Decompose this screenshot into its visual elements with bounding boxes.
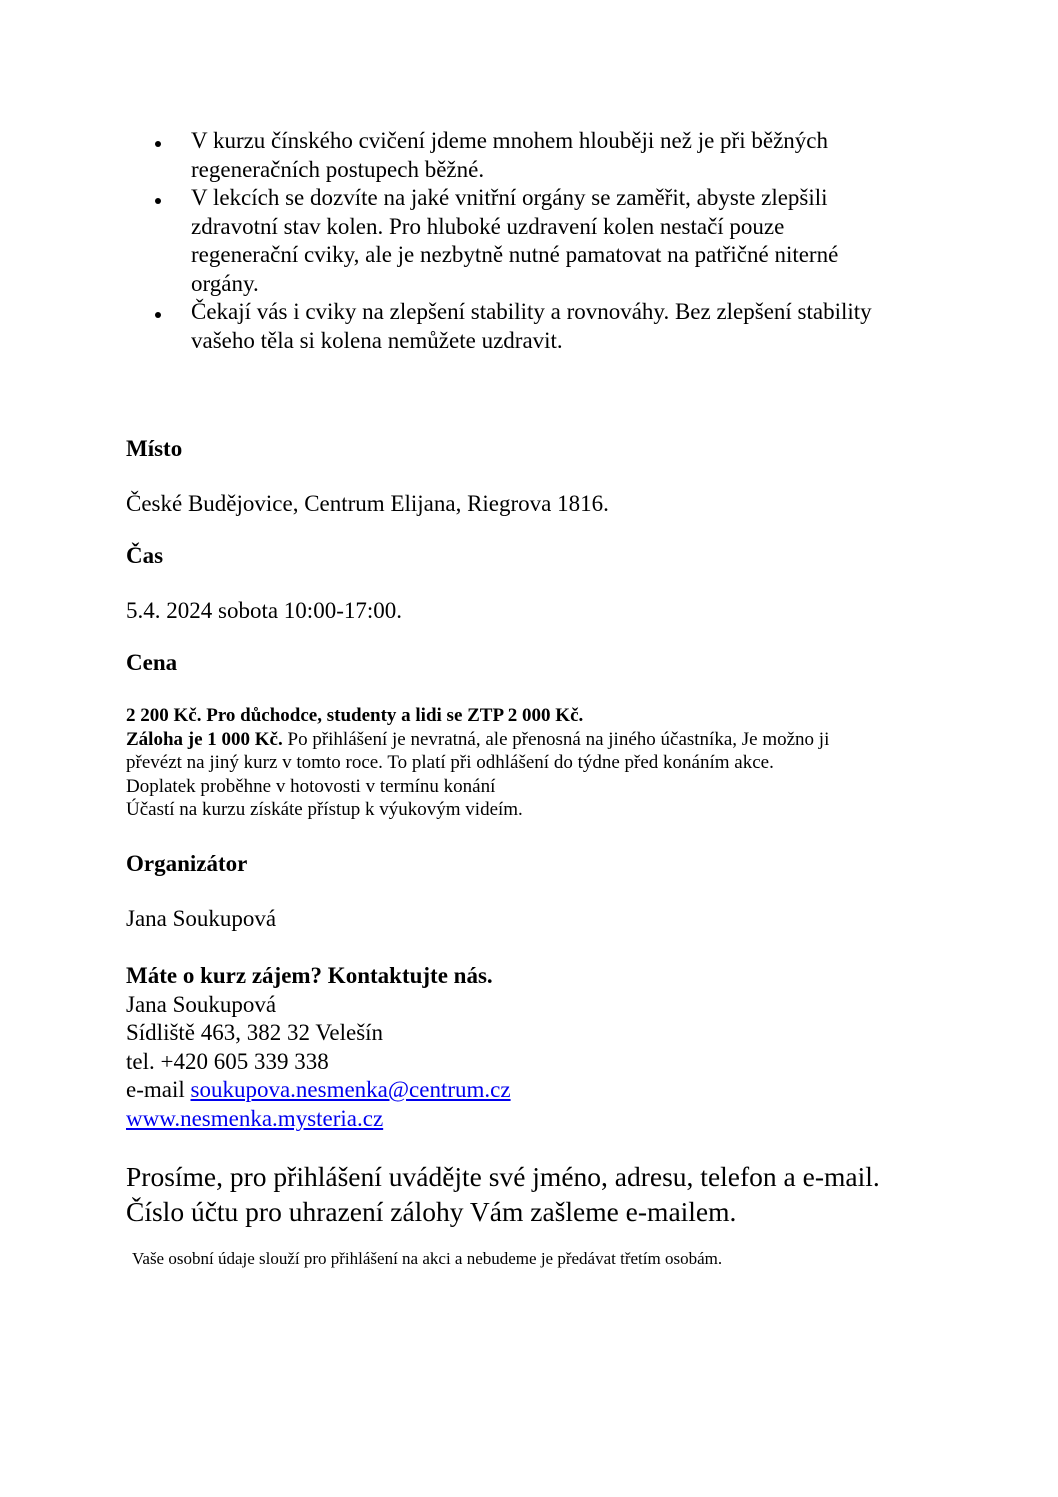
deposit-line [126, 728, 829, 752]
contact-phone: tel. +420 605 339 338 [126, 1048, 329, 1074]
bullet-line: vašeho těla si kolena nemůžete uzdravit. [191, 327, 563, 353]
bullet-dot-icon [155, 198, 161, 204]
contact-email-line [126, 1076, 511, 1105]
contact-name: Jana Soukupová [126, 991, 277, 1017]
video-access-line: Účastí na kurzu získáte přístup k výukovým videím. [126, 799, 523, 820]
time-text: 5.4. 2024 sobota 10:00-17:00. [126, 598, 402, 623]
bullet-line: regeneračních postupech běžné. [191, 156, 485, 182]
notice-line-1: Prosíme, pro přihlášení uvádějte své jméno, adresu, telefon a e-mail. [126, 1161, 880, 1192]
email-prefix: e-mail [126, 1077, 191, 1102]
bullet-line: orgány. [191, 270, 259, 296]
bullet-line: V kurzu čínského cvičení jdeme mnohem hlouběji než je při běžných [191, 128, 828, 153]
bullet-line: Čekají vás i cviky na zlepšení stability a rovnováhy. Bez zlepšení stability [191, 299, 872, 324]
price-line: 2 200 Kč. Pro důchodce, studenty a lidi se ZTP 2 000 Kč. [126, 705, 584, 726]
bullet-line: V lekcích se dozvíte na jaké vnitřní orgány se zaměřit, abyste zlepšili [191, 185, 828, 210]
price-heading: Cena [126, 650, 178, 675]
contact-address: Sídliště 463, 382 32 Velešín [126, 1020, 384, 1045]
place-heading: Místo [126, 436, 183, 461]
bullet-line: zdravotní stav kolen. Pro hluboké uzdravení kolen nestačí pouze [191, 213, 785, 239]
bullet-item-1 [126, 127, 946, 184]
bullet-line: regenerační cviky, ale je nezbytně nutné pamatovat na patřičné niterné [191, 242, 839, 267]
place-text: České Budějovice, Centrum Elijana, Riegrova 1816. [126, 491, 609, 516]
email-link[interactable]: soukupova.nesmenka@centrum.cz [190, 1077, 511, 1102]
time-heading: Čas [126, 543, 164, 568]
price-details [126, 704, 829, 822]
organizer-name: Jana Soukupová [126, 906, 277, 931]
bullet-dot-icon [155, 312, 161, 318]
privacy-note: Vaše osobní údaje slouží pro přihlášení na akci a nebudeme je předávat třetím osobám. [132, 1249, 723, 1268]
bullet-item-3 [126, 298, 946, 355]
deposit-bold-text: Záloha je 1 000 Kč. [126, 728, 283, 750]
deposit-text: Po přihlášení je nevratná, ale přenosná na jiného účastníka, Je možno ji [282, 728, 830, 750]
feature-bullet-list [126, 127, 946, 355]
contact-heading: Máte o kurz zájem? Kontaktujte nás. [126, 963, 493, 988]
notice-line-2: Číslo účtu pro uhrazení zálohy Vám zašleme e-mailem. [126, 1196, 737, 1227]
payment-line: Doplatek proběhne v hotovosti v termínu konání [126, 775, 496, 797]
bullet-item-2 [126, 184, 946, 298]
registration-notice [126, 1159, 880, 1229]
transfer-line: převézt na jiný kurz v tomto roce. To platí při odhlášení do týdne před konáním akce. [126, 752, 774, 773]
bullet-dot-icon [155, 141, 161, 147]
organizer-heading: Organizátor [126, 851, 248, 876]
website-link[interactable]: www.nesmenka.mysteria.cz [126, 1105, 384, 1131]
contact-block [126, 962, 511, 1133]
